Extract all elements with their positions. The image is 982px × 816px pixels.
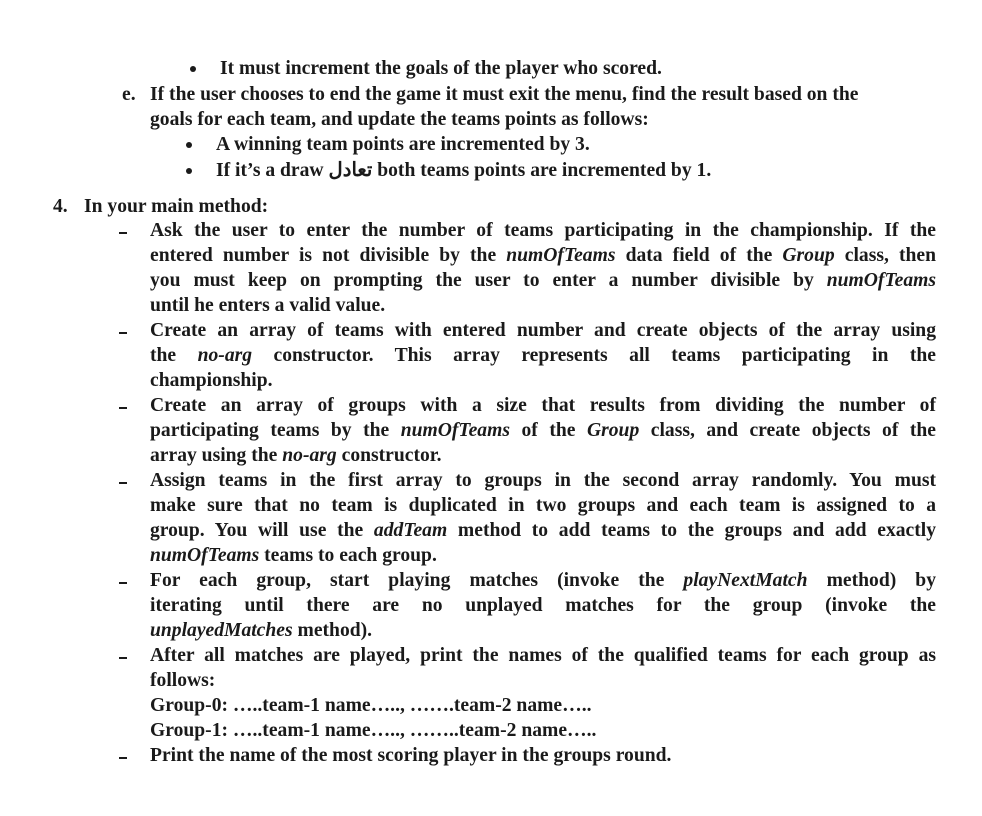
item-2-line-2: the no-arg constructor. This array represents all teams participating in the bbox=[150, 345, 936, 366]
item-1-line-4: until he enters a valid value. bbox=[150, 295, 386, 316]
item-5-line-2: iterating until there are no unplayed matches for the group (invoke the bbox=[150, 595, 936, 616]
item-3-line-1: Create an array of groups with a size that results from dividing the number of bbox=[150, 395, 936, 416]
section-4-title: In your main method: bbox=[84, 196, 269, 217]
item-6-group-1-line: Group-1: …..team-1 name….., ……..team-2 name….. bbox=[150, 720, 597, 741]
item-5-line-1: For each group, start playing matches (invoke the playNextMatch method) by bbox=[150, 570, 937, 591]
dash-marker bbox=[119, 407, 127, 409]
item-6-group-0-line: Group-0: …..team-1 name….., …….team-2 name….. bbox=[150, 695, 592, 716]
item-2-line-1: Create an array of teams with entered number and create objects of the array using bbox=[150, 320, 936, 341]
item-e-line-2: goals for each team, and update the teams points as follows: bbox=[150, 109, 649, 130]
bullet-icon bbox=[190, 66, 196, 72]
arabic-word: تعادل bbox=[328, 160, 373, 181]
item-4-line-3: group. You will use the addTeam method to add teams to the groups and add exactly bbox=[150, 520, 936, 541]
dash-marker bbox=[119, 657, 127, 659]
dash-marker bbox=[119, 482, 127, 484]
section-4-marker: 4. bbox=[53, 196, 68, 217]
top-bullet-text: It must increment the goals of the player who scored. bbox=[220, 58, 662, 79]
item-e-line-1: If the user chooses to end the game it must exit the menu, find the result based on the bbox=[150, 84, 859, 105]
item-e-bullet-1: A winning team points are incremented by 3. bbox=[216, 134, 590, 155]
item-1-line-1: Ask the user to enter the number of teams participating in the championship. If the bbox=[150, 220, 936, 241]
item-1-line-2: entered number is not divisible by the numOfTeams data field of the Group class, then bbox=[150, 245, 936, 266]
item-1-line-3: you must keep on prompting the user to enter a number divisible by numOfTeams bbox=[150, 270, 936, 291]
dash-marker bbox=[119, 757, 127, 759]
item-7-line-1: Print the name of the most scoring player in the groups round. bbox=[150, 745, 672, 766]
item-4-line-2: make sure that no team is duplicated in two groups and each team is assigned to a bbox=[150, 495, 936, 516]
item-e-bullet-2: If it’s a draw تعادل both teams points are incremented by 1. bbox=[216, 160, 712, 181]
item-4-line-4: numOfTeams teams to each group. bbox=[150, 545, 437, 566]
item-6-line-1: After all matches are played, print the names of the qualified teams for each group as bbox=[150, 645, 936, 666]
item-e-marker: e. bbox=[122, 84, 136, 105]
dash-marker bbox=[119, 582, 127, 584]
item-2-line-3: championship. bbox=[150, 370, 273, 391]
bullet-icon bbox=[186, 142, 192, 148]
item-6-line-2: follows: bbox=[150, 670, 216, 691]
dash-marker bbox=[119, 332, 127, 334]
item-3-line-2: participating teams by the numOfTeams of the Group class, and create objects of the bbox=[150, 420, 936, 441]
dash-marker bbox=[119, 232, 127, 234]
item-3-line-3: array using the no-arg constructor. bbox=[150, 445, 442, 466]
item-4-line-1: Assign teams in the first array to groups in the second array randomly. You must bbox=[150, 470, 936, 491]
item-5-line-3: unplayedMatches method). bbox=[150, 620, 373, 641]
bullet-icon bbox=[186, 168, 192, 174]
